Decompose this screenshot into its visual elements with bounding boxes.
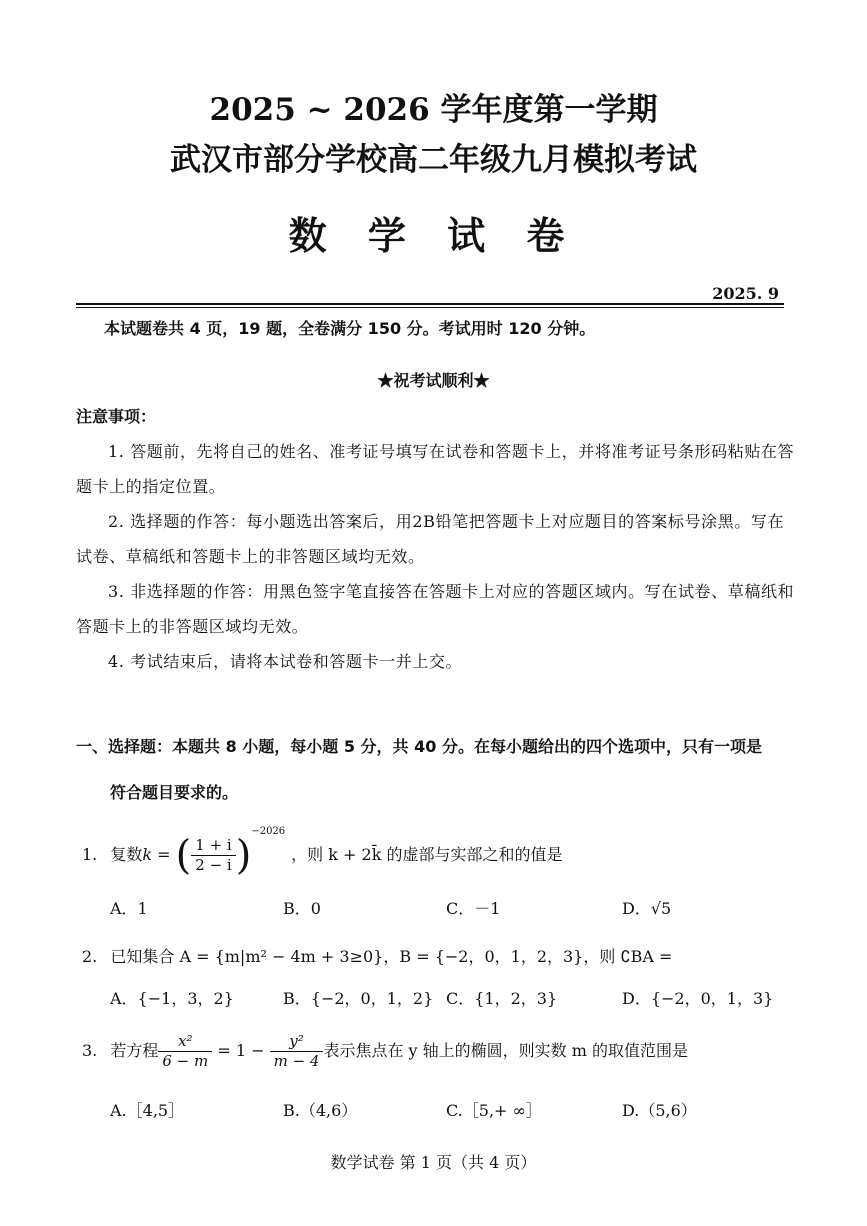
option-c: C．－1 [446,899,501,918]
notice-item-4: 4. 考试结束后，请将本试卷和答题卡一并上交。 [108,652,463,671]
option-a: A．1 [110,899,148,918]
right-paren: ) [235,832,252,879]
math-eq: = [152,845,176,864]
option-b: B.（4,6） [283,1101,358,1120]
math-var: k [142,845,153,864]
exam-term-title: 2025 ~ 2026 学年度第一学期 [209,92,658,128]
exam-date: 2025. 9 [712,284,779,303]
left-paren: ( [175,832,192,879]
fraction [191,836,235,875]
question-text: 已知集合 A = {m|m² − 4m + 3≥0}，B = {−2，0，1，2，3}，则 ∁BA = [110,947,673,966]
header-rule-thin [76,307,784,308]
question-number: 1. [82,845,98,864]
fraction-denominator: m − 4 [273,1052,320,1070]
math-mid: = 1 − [212,1041,270,1060]
notice-item-1: 1. 答题前，先将自己的姓名、准考证号填写在试卷和答题卡上，并将准考证号条形码粘贴在答题卡上的指定位置。 [76,442,795,496]
notice-heading: 注意事项： [76,407,157,426]
fraction-numerator: y² [270,1032,324,1052]
option-d: D.（5,6） [622,1101,697,1120]
question-3 [82,1032,688,1071]
fraction-numerator: x² [158,1032,212,1052]
fraction-x [158,1032,212,1071]
notice-item-2: 2. 选择题的作答：每小题选出答案后，用2B铅笔把答题卡上对应题目的答案标号涂黑。写在试卷、草稿纸和答题卡上的非答题区域均无效。 [76,512,785,566]
question-1 [82,826,562,879]
option-a: A.［4,5］ [110,1101,185,1120]
notice-item-3: 3. 非选择题的作答：用黑色签字笔直接答在答题卡上对应的答题区域内。写在试卷、草稿纸和答题卡上的非答题区域均无效。 [76,582,795,636]
option-d: D．{−2，0，1，3} [622,989,774,1008]
exam-name-title: 武汉市部分学校高二年级九月模拟考试 [170,142,697,178]
fraction-denominator: 6 − m [162,1052,209,1070]
option-c: C．{1，2，3} [446,989,558,1008]
header-rule-thick [76,303,784,305]
fraction-y [270,1032,324,1071]
option-d: D．√5 [622,899,672,918]
option-b: B．0 [283,899,321,918]
question-text: 复数 [110,845,143,864]
good-luck-banner: ★祝考试顺利★ [377,371,490,390]
page-footer: 数学试卷 第 1 页（共 4 页） [330,1153,537,1172]
question-number: 3. [82,1041,98,1060]
option-a: A．{−1，3，2} [110,989,234,1008]
question-number: 2. [82,947,98,966]
question-2 [82,944,672,967]
question-text: 若方程 [110,1041,159,1060]
section-heading-cont: 符合题目要求的。 [110,783,239,802]
exam-info: 本试题卷共 4 页，19 题，全卷满分 150 分。考试用时 120 分钟。 [104,319,596,338]
option-b: B．{−2，0，1，2} [283,989,434,1008]
option-c: C.［5,+ ∞］ [446,1101,542,1120]
question-text-post: ，则 k + 2k̄ 的虚部与实部之和的值是 [291,845,563,864]
fraction-denominator: 2 − i [195,856,232,874]
subject-title: 数 学 试 卷 [288,213,579,258]
section-heading: 一、选择题：本题共 8 小题，每小题 5 分，共 40 分。在每小题给出的四个选项中，只有一项是 [76,737,762,756]
exponent: −2026 [251,826,286,837]
question-text-post: 表示焦点在 y 轴上的椭圆，则实数 m 的取值范围是 [323,1041,689,1060]
fraction-numerator: 1 + i [191,836,235,856]
